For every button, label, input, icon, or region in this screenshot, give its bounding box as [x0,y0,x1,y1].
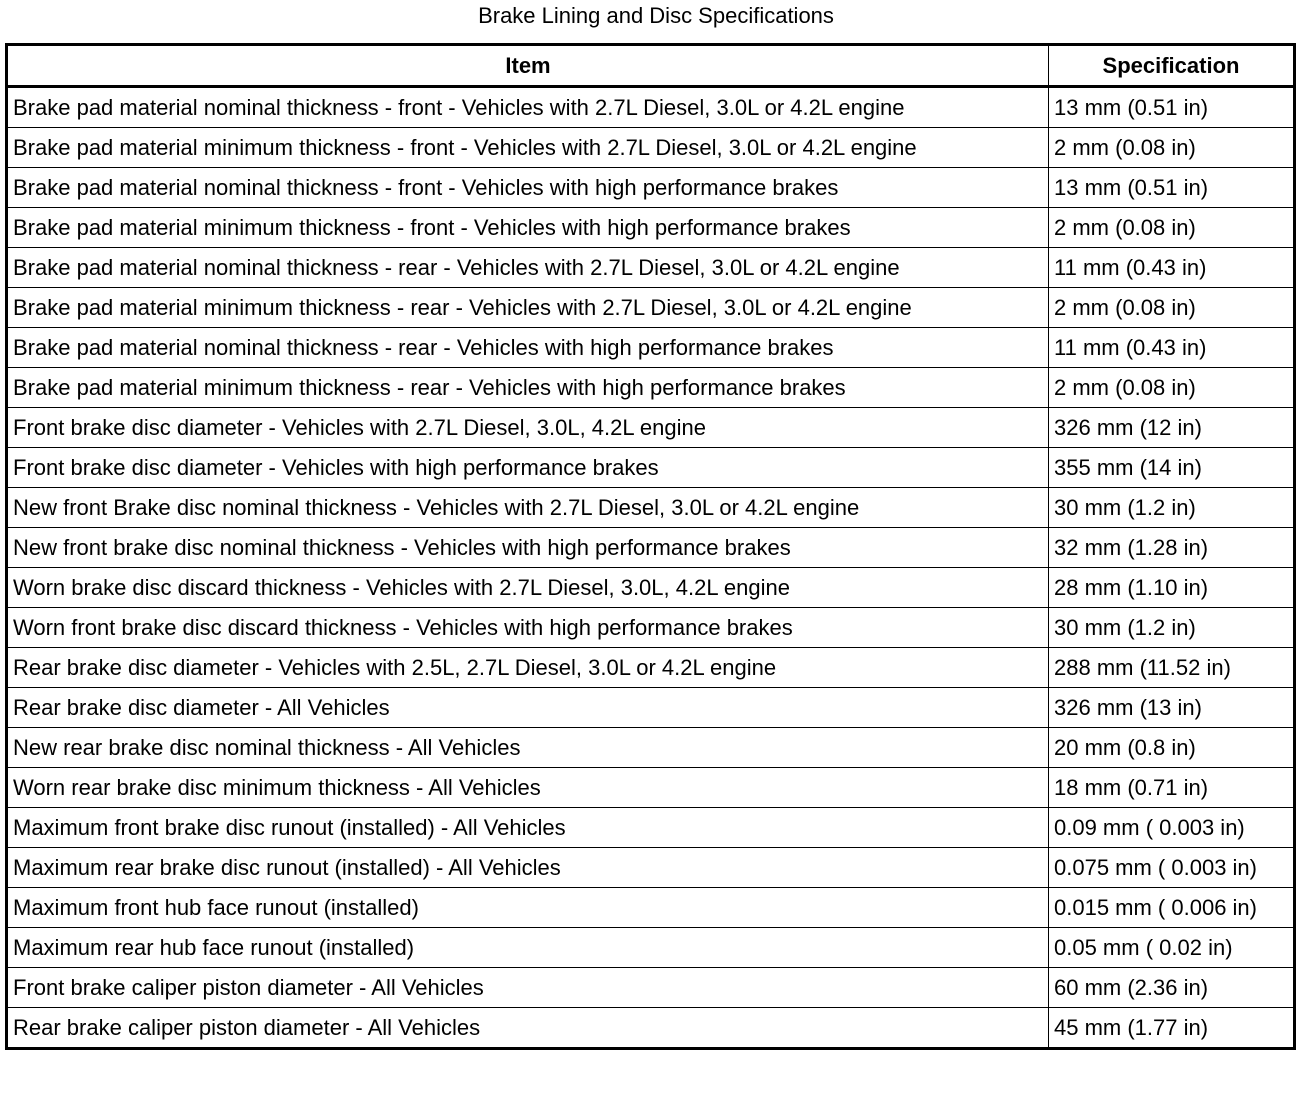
specification-cell: 11 mm (0.43 in) [1049,328,1295,368]
item-cell: Brake pad material minimum thickness - front - Vehicles with 2.7L Diesel, 3.0L or 4.2L engine [7,128,1049,168]
table-row [7,448,1295,488]
table-row [7,968,1295,1008]
item-cell: Brake pad material minimum thickness - rear - Vehicles with 2.7L Diesel, 3.0L or 4.2L engine [7,288,1049,328]
table-row [7,168,1295,208]
specification-cell: 13 mm (0.51 in) [1049,168,1295,208]
item-cell: Worn front brake disc discard thickness - Vehicles with high performance brakes [7,608,1049,648]
table-row [7,608,1295,648]
table-row [7,648,1295,688]
table-row [7,528,1295,568]
table-row [7,768,1295,808]
item-cell: Brake pad material nominal thickness - rear - Vehicles with 2.7L Diesel, 3.0L or 4.2L engine [7,248,1049,288]
specification-cell: 60 mm (2.36 in) [1049,968,1295,1008]
specification-cell: 11 mm (0.43 in) [1049,248,1295,288]
specification-cell: 20 mm (0.8 in) [1049,728,1295,768]
specification-cell: 288 mm (11.52 in) [1049,648,1295,688]
table-row [7,488,1295,528]
item-cell: Worn rear brake disc minimum thickness - All Vehicles [7,768,1049,808]
item-cell: Maximum rear brake disc runout (installed) - All Vehicles [7,848,1049,888]
specification-cell: 2 mm (0.08 in) [1049,288,1295,328]
specification-cell: 18 mm (0.71 in) [1049,768,1295,808]
specification-cell: 0.075 mm ( 0.003 in) [1049,848,1295,888]
item-cell: Rear brake disc diameter - Vehicles with 2.5L, 2.7L Diesel, 3.0L or 4.2L engine [7,648,1049,688]
specification-cell: 0.015 mm ( 0.006 in) [1049,888,1295,928]
table-row [7,848,1295,888]
table-row [7,368,1295,408]
item-cell: Brake pad material nominal thickness - front - Vehicles with high performance brakes [7,168,1049,208]
item-cell: Front brake caliper piston diameter - All Vehicles [7,968,1049,1008]
specification-cell: 0.09 mm ( 0.003 in) [1049,808,1295,848]
document-title: Brake Lining and Disc Specifications [478,3,834,28]
specification-cell: 45 mm (1.77 in) [1049,1008,1295,1049]
specification-cell: 2 mm (0.08 in) [1049,368,1295,408]
item-cell: Brake pad material minimum thickness - front - Vehicles with high performance brakes [7,208,1049,248]
table-row [7,928,1295,968]
specification-cell: 13 mm (0.51 in) [1049,87,1295,128]
table-row [7,128,1295,168]
specification-cell: 326 mm (12 in) [1049,408,1295,448]
table-row [7,808,1295,848]
specification-cell: 32 mm (1.28 in) [1049,528,1295,568]
table-row [7,408,1295,448]
table-row [7,728,1295,768]
specification-cell: 30 mm (1.2 in) [1049,488,1295,528]
specification-cell: 0.05 mm ( 0.02 in) [1049,928,1295,968]
table-row [7,888,1295,928]
item-cell: Maximum rear hub face runout (installed) [7,928,1049,968]
column-header-item: Item [7,45,1049,87]
item-cell: Brake pad material nominal thickness - front - Vehicles with 2.7L Diesel, 3.0L or 4.2L engine [7,87,1049,128]
table-row [7,1008,1295,1049]
item-cell: Front brake disc diameter - Vehicles with high performance brakes [7,448,1049,488]
item-cell: Maximum front brake disc runout (installed) - All Vehicles [7,808,1049,848]
column-header-specification: Specification [1049,45,1295,87]
item-cell: New front Brake disc nominal thickness - Vehicles with 2.7L Diesel, 3.0L or 4.2L engine [7,488,1049,528]
specification-cell: 326 mm (13 in) [1049,688,1295,728]
item-cell: Front brake disc diameter - Vehicles with 2.7L Diesel, 3.0L, 4.2L engine [7,408,1049,448]
table-row [7,288,1295,328]
specification-cell: 355 mm (14 in) [1049,448,1295,488]
item-cell: New rear brake disc nominal thickness - All Vehicles [7,728,1049,768]
table-row [7,568,1295,608]
item-cell: Brake pad material minimum thickness - rear - Vehicles with high performance brakes [7,368,1049,408]
item-cell: Worn brake disc discard thickness - Vehicles with 2.7L Diesel, 3.0L, 4.2L engine [7,568,1049,608]
item-cell: Rear brake disc diameter - All Vehicles [7,688,1049,728]
specification-cell: 30 mm (1.2 in) [1049,608,1295,648]
table-row [7,328,1295,368]
specification-cell: 2 mm (0.08 in) [1049,128,1295,168]
table-body [7,87,1295,1049]
table-row [7,87,1295,128]
item-cell: New front brake disc nominal thickness - Vehicles with high performance brakes [7,528,1049,568]
table-row [7,248,1295,288]
spec-table [5,43,1296,1050]
specification-cell: 2 mm (0.08 in) [1049,208,1295,248]
item-cell: Maximum front hub face runout (installed) [7,888,1049,928]
table-row [7,688,1295,728]
table-header-row [7,45,1295,87]
table-row [7,208,1295,248]
item-cell: Brake pad material nominal thickness - rear - Vehicles with high performance brakes [7,328,1049,368]
item-cell: Rear brake caliper piston diameter - All Vehicles [7,1008,1049,1049]
specification-cell: 28 mm (1.10 in) [1049,568,1295,608]
